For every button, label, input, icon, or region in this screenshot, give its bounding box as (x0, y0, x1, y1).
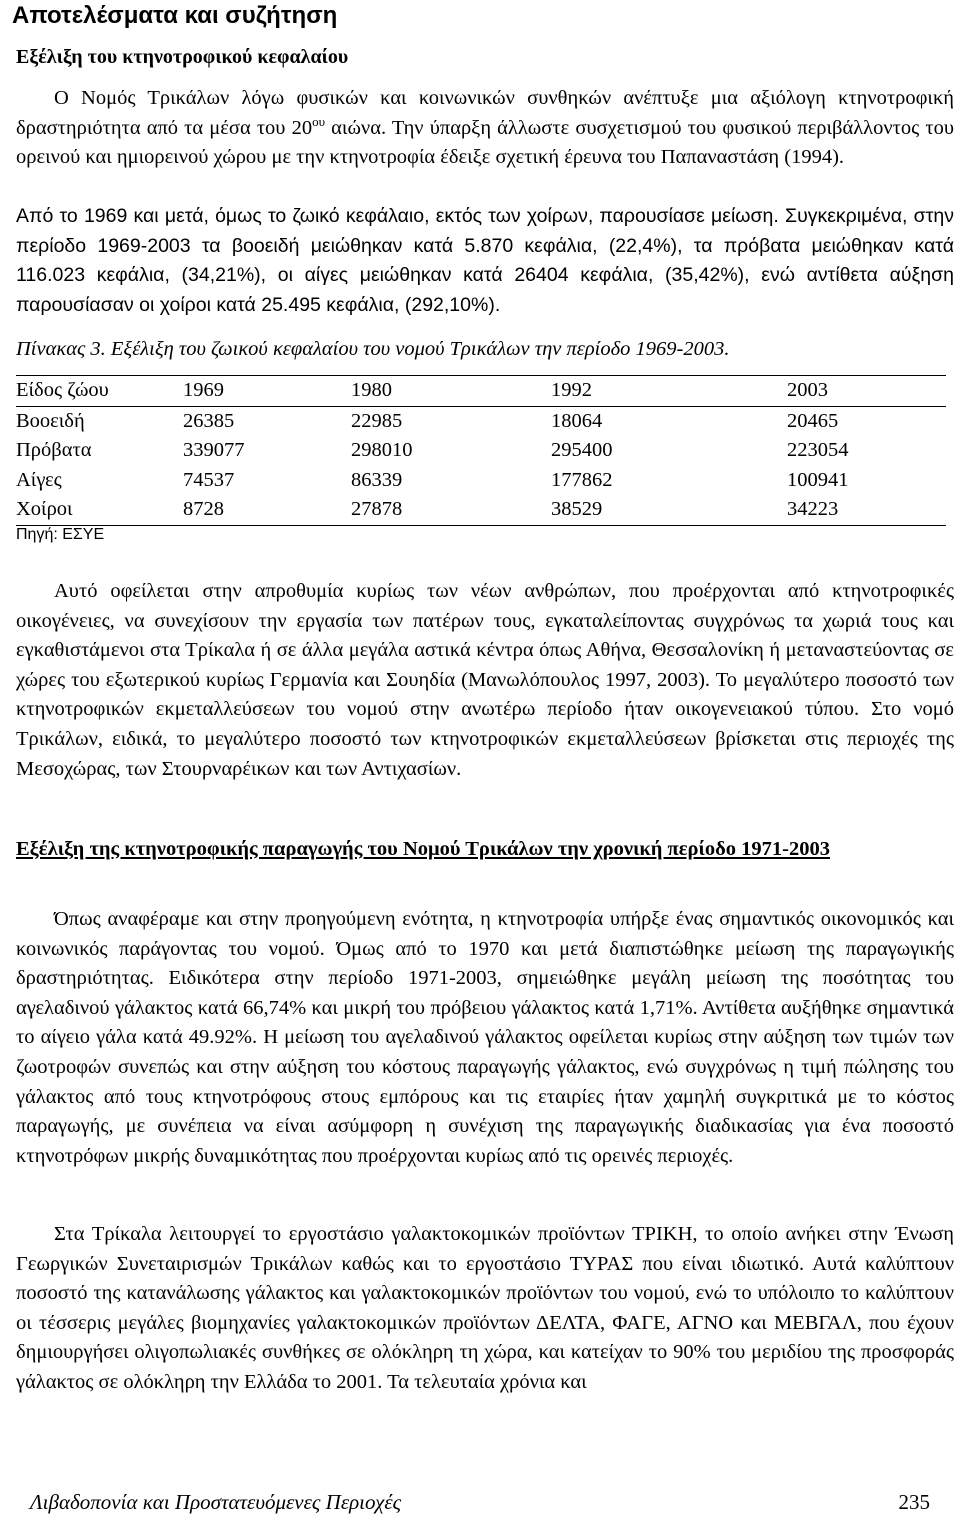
paragraph-intro-text-2: αιώνα. Την ύπαρξη άλλωστε συσχετισμού του φυσικού περιβάλλοντος του ορεινού και ημιορεινού χώρου με την κτηνοτροφία έδειξε σχετική έρευνα του Παπαναστάση (1994). (16, 116, 955, 169)
table-header-cell: 2003 (787, 376, 946, 407)
section-title-capital: Εξέλιξη του κτηνοτροφικού κεφαλαίου (16, 46, 349, 68)
table-row (16, 466, 946, 496)
table-caption: Πίνακας 3. Εξέλιξη του ζωικού κεφαλαίου του νομού Τρικάλων την περίοδο 1969-2003. (16, 338, 730, 360)
table-cell: 22985 (351, 409, 403, 432)
table-header-cell: 1980 (351, 376, 551, 407)
table-cell: Βοοειδή (16, 409, 85, 432)
paragraph-intro (16, 84, 954, 173)
table-cell: Χοίροι (16, 495, 183, 525)
page-heading: Αποτελέσματα και συζήτηση (12, 2, 338, 29)
table-cell: 86339 (351, 468, 403, 491)
table-cell: 298010 (351, 439, 413, 461)
table-cell: 223054 (787, 439, 849, 461)
table-cell: 38529 (551, 495, 787, 525)
table-cell: 177862 (551, 468, 613, 491)
superscript-ou: ου (312, 113, 326, 129)
table-cell: 27878 (351, 495, 551, 525)
paragraph-production: Όπως αναφέραμε και στην προηγούμενη ενότητα, η κτηνοτροφία υπήρξε ένας σημαντικός οικονομικός και κοινωνικός παράγοντας του νομού. Όμως από το 1970 και μετά διαπιστώθηκε μείωση της παραγωγικής δραστηριότητας. Ειδικότερα στην περίοδο 1971-2003, σημειώθηκε μεγάλη μείωση της ποσότητας του αγελαδινού γάλακτος κατά 66,74% και μικρή του πρόβειου γάλακτος κατά 1,71%. Αντίθετα αυξήθηκε σημαντικά το αίγειο γάλα κατά 49.92%. Η μείωση του αγελαδινού γάλακτος οφείλεται κυρίως στην αύξηση των τιμών των ζωοτροφών συνεπώς και στην αύξηση του κόστους παραγωγής γάλακτος, ενώ συγχρόνως η τιμή πώλησης του γάλακτος από τους κτηνοτρόφους στους εμπόρους και τις εταιρίες ήταν χαμηλή συγκριτικά με το κόστος παραγωγής, με συνέπεια να είναι ασύμφορη η συνέχιση της παραγωγικής διαδικασίας για ένα ποσοστό κτηνοτρόφων μικρής δυναμικότητας που προέρχονται κυρίως από τις ορεινές περιοχές. (16, 908, 954, 1167)
table-row (16, 406, 946, 436)
table-cell: 26385 (183, 409, 235, 432)
section-title-production: Εξέλιξη της κτηνοτροφικής παραγωγής του Νομού Τρικάλων την χρονική περίοδο 1971-2003 (16, 838, 830, 860)
table-header-cell: 1969 (183, 376, 351, 407)
table-cell: 18064 (551, 409, 603, 432)
table-cell: 339077 (183, 439, 245, 461)
paragraph-causes: Αυτό οφείλεται στην απροθυμία κυρίως των νέων ανθρώπων, που προέρχονται από κτηνοτροφικές οικογένειες, να συνεχίσουν την εργασία των πατέρων τους, εγκαταλείποντας συγχρόνως τα χωριά τους και εγκαθιστάμενοι στα Τρίκαλα ή σε άλλα μεγάλα αστικά κέντρα όπως Αθήνα, Θεσσαλονίκη ή μεταναστεύοντας σε χώρες του εξωτερικού κυρίως Γερμανία και Σουηδία (Μανωλόπουλος 1997, 2003). Το μεγαλύτερο ποσοστό των κτηνοτροφικών εκμεταλλεύσεων του νομού στην ανωτέρω περίοδο ήταν οικογενειακού τύπου. Στο νομό Τρικάλων, ειδικά, το μεγαλύτερο ποσοστό των κτηνοτροφικών εκμεταλλεύσεων βρίσκεται στις περιοχές της Μεσοχώρας, των Στουρναρέικων και των Αντιχασίων. (16, 580, 954, 780)
table-cell: 100941 (787, 468, 849, 491)
footer-page-number: 235 (898, 1490, 930, 1514)
table-row (16, 436, 946, 466)
table-cell: Πρόβατα (16, 439, 92, 461)
table-cell: Αίγες (16, 468, 62, 491)
table-cell: 20465 (787, 409, 839, 432)
table-header-cell: Είδος ζώου (16, 376, 183, 407)
table-header-row (16, 376, 946, 407)
table-row (16, 495, 946, 525)
footer-book-title: Λιβαδοπονία και Προστατευόμενες Περιοχές (30, 1490, 402, 1514)
table-cell: 8728 (183, 495, 351, 525)
table-header-cell: 1992 (551, 376, 787, 407)
table-cell: 295400 (551, 439, 613, 461)
table-source: Πηγή: ΕΣΥΕ (16, 526, 105, 543)
paragraph-dairy-industry: Στα Τρίκαλα λειτουργεί το εργοστάσιο γαλακτοκομικών προϊόντων ΤΡΙΚΗ, το οποίο ανήκει στην Ένωση Γεωργικών Συνεταιρισμών Τρικάλων καθώς και το εργοστάσιο ΤΥΡΑΣ που είναι ιδιωτικό. Αυτά καλύπτουν ποσοστό της κατανάλωσης γάλακτος και γαλακτοκομικών προϊόντων του νομού, ενώ το υπόλοιπο το καλύπτουν οι τέσσερις μεγάλες βιομηχανίες γαλακτοκομικών προϊόντων ΔΕΛΤΑ, ΦΑΓΕ, ΑΓΝΟ και ΜΕΒΓΑΛ, που έχουν δημιουργήσει ολιγοπωλιακές συνθήκες σε ολόκληρη τη χώρα, και κατείχαν το 90% του μεριδίου της προσφοράς γάλακτος σε ολόκληρη την Ελλάδα το 2001. Τα τελευταία χρόνια και (16, 1223, 954, 1393)
table-cell: 34223 (787, 495, 946, 525)
livestock-table (16, 375, 946, 526)
table-cell: 74537 (183, 468, 235, 491)
paragraph-decline: Από το 1969 και μετά, όμως το ζωικό κεφάλαιο, εκτός των χοίρων, παρουσίασε μείωση. Συγκεκριμένα, στην περίοδο 1969-2003 τα βοοειδή μειώθηκαν κατά 5.870 κεφάλια, (22,4%), τα πρόβατα μειώθηκαν κατά 116.023 κεφάλια, (34,21%), οι αίγες μειώθηκαν κατά 26404 κεφάλια, (35,42%), ενώ αντίθετα αύξηση παρουσίασαν οι χοίροι κατά 25.495 κεφάλια, (292,10%). (16, 205, 954, 316)
paragraph-intro-text-1: Ο Νομός Τρικάλων λόγω φυσικών και κοινωνικών συνθηκών ανέπτυξε μια αξιόλογη κτηνοτροφική δραστηριότητα από τα μέσα του 20 (16, 87, 954, 139)
